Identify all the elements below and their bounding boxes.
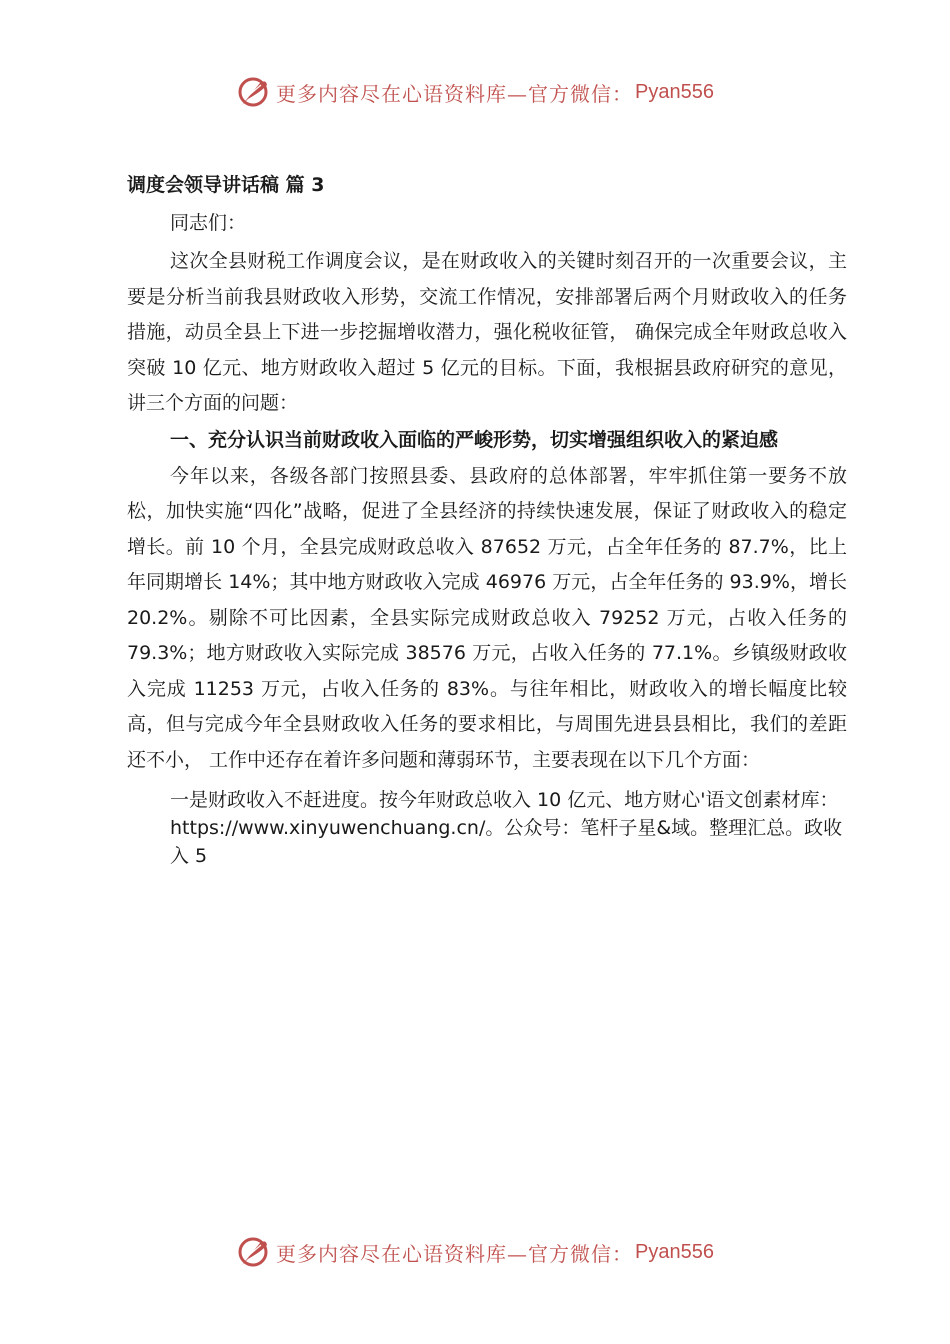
header-banner	[0, 72, 950, 112]
feather-pen-logo-icon	[236, 75, 270, 109]
feather-pen-logo-icon	[236, 1235, 270, 1269]
document-title: 调度会领导讲话稿 篇 3	[127, 174, 325, 196]
document-body	[127, 170, 847, 870]
footer-banner	[0, 1232, 950, 1272]
banner-text: 更多内容尽在心语资料库—官方微信：	[276, 1241, 634, 1266]
first-point-paragraph: 一是财政收入不赶进度。按今年财政总收入 10 亿元、地方财心'语文创素材库：https://www.xinyuwenchuang.cn/。公众号：笔杆子星&域。整理汇总。政收入 5	[170, 789, 843, 867]
wechat-id: Pyan556	[635, 80, 714, 103]
banner-text: 更多内容尽在心语资料库—官方微信：	[276, 81, 634, 106]
intro-paragraph: 这次全县财税工作调度会议，是在财政收入的关键时刻召开的一次重要会议，主要是分析当前我县财政收入形势，交流工作情况，安排部署后两个月财政收入的任务措施，动员全县上下进一步挖掘增收潜力，强化税收征管， 确保完成全年财政总收入突破 10 亿元、地方财政收入超过 5 亿元的目标。下面，我根据县政府研究的意见，讲三个方面的问题：	[127, 250, 847, 414]
section-1-paragraph: 今年以来，各级各部门按照县委、县政府的总体部署，牢牢抓住第一要务不放松，加快实施“四化”战略，促进了全县经济的持续快速发展，保证了财政收入的稳定增长。前 10 个月，全县完成财政总收入 87652 万元，占全年任务的 87.7%，比上年同期增长 14%；其中地方财政收入完成 46976 万元，占全年任务的 93.9%，增长 20.2%。剔除不可比因素，全县实际完成财政总收入 79252 万元，占收入任务的 79.3%；地方财政收入实际完成 38576 万元，占收入任务的 77.1%。乡镇级财政收入完成 11253 万元，占收入任务的 83%。与往年相比，财政收入的增长幅度比较高，但与完成今年全县财政收入任务的要求相比，与周围先进县县相比，我们的差距还不小， 工作中还存在着许多问题和薄弱环节，主要表现在以下几个方面：	[127, 464, 847, 771]
salutation: 同志们：	[170, 212, 247, 234]
wechat-id: Pyan556	[635, 1240, 714, 1263]
section-1-heading: 一、充分认识当前财政收入面临的严峻形势，切实增强组织收入的紧迫感	[170, 428, 779, 451]
